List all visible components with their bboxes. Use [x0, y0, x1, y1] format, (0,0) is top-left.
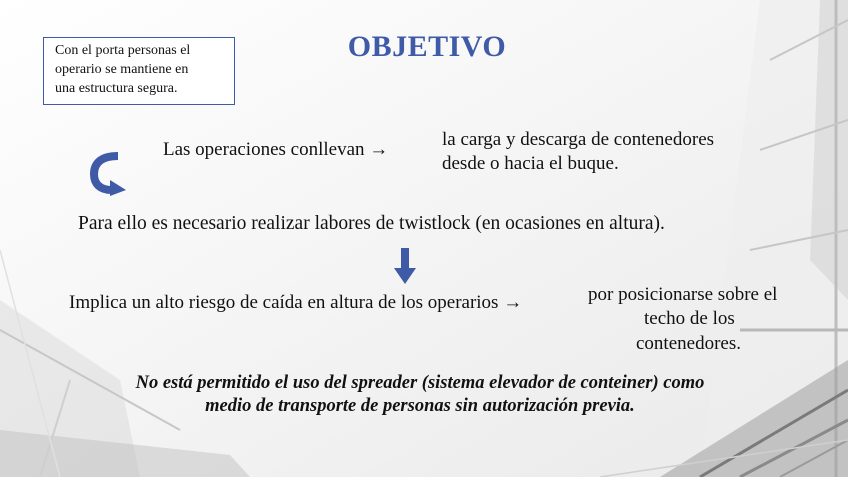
warning-line-2: medio de transporte de personas sin autorización previa.	[205, 396, 635, 416]
note-line-3: una estructura segura.	[55, 81, 178, 96]
note-box	[43, 37, 235, 105]
operations-lead: Las operaciones conllevan →	[163, 139, 389, 160]
note-line-2: operario se mantiene en	[55, 62, 189, 77]
risk-reason-line-1: por posicionarse sobre el	[588, 284, 778, 305]
operations-result-line-1: la carga y descarga de contenedores	[442, 129, 715, 150]
risk-lead: Implica un alto riesgo de caída en altura de los operarios →	[69, 292, 523, 313]
curved-return-arrow-icon	[88, 152, 130, 196]
twistlock-sentence: Para ello es necesario realizar labores de twistlock (en ocasiones en altura).	[78, 213, 665, 234]
risk-reason-line-3: contenedores.	[636, 333, 741, 354]
risk-reason-line-2: techo de los	[644, 308, 735, 329]
warning-line-1: No está permitido el uso del spreader (sistema elevador de conteiner) como	[135, 373, 705, 393]
slide-title: OBJETIVO	[347, 30, 507, 63]
down-arrow-icon	[394, 248, 416, 284]
operations-result-line-2: desde o hacia el buque.	[442, 153, 619, 174]
note-line-1: Con el porta personas el	[55, 43, 191, 58]
